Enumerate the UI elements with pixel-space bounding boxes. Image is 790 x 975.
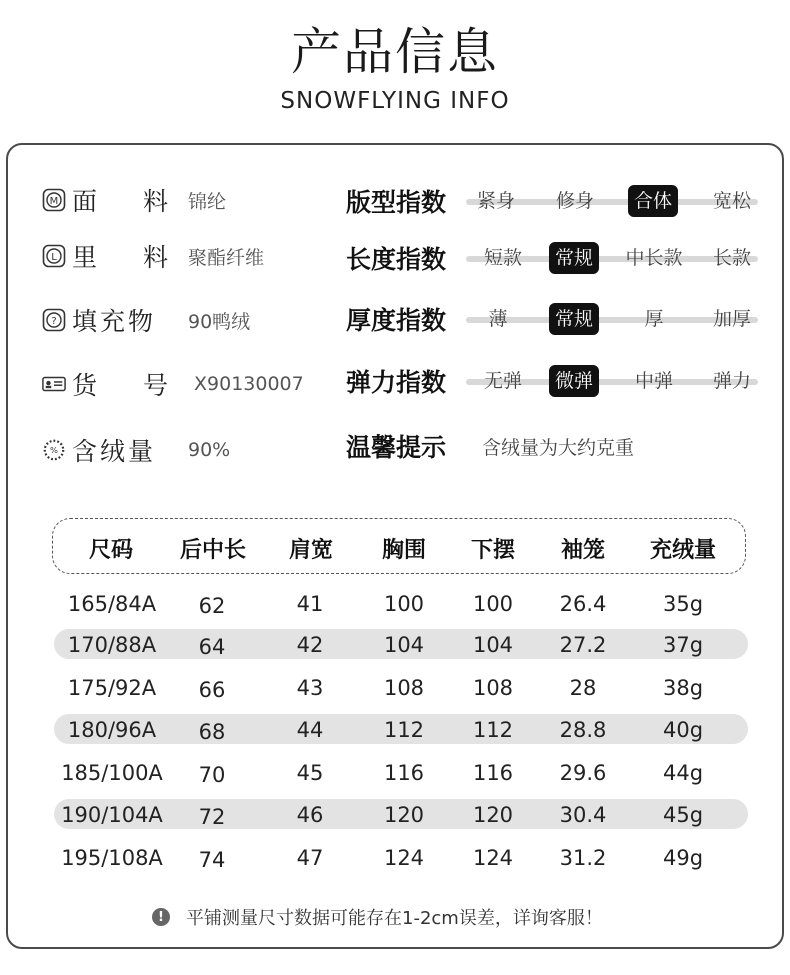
table-cell: 190/104A — [61, 803, 163, 827]
page-subtitle: SNOWFLYING INFO — [280, 88, 510, 114]
table-cell: 29.6 — [559, 761, 607, 785]
exclamation-circle-icon: ! — [152, 908, 170, 926]
index-option: 中长款 — [625, 247, 683, 269]
table-cell: 104 — [472, 633, 514, 657]
table-row — [54, 629, 748, 659]
id-card-icon — [42, 372, 66, 396]
table-cell: 28.8 — [559, 718, 607, 742]
column-header: 胸围 — [381, 538, 427, 563]
table-row — [54, 714, 748, 744]
table-cell: 120 — [472, 803, 514, 827]
column-header: 肩宽 — [288, 538, 334, 563]
table-cell: 124 — [472, 846, 514, 870]
info-value: 聚酯纤维 — [188, 246, 265, 269]
question-square-icon — [42, 308, 66, 332]
table-cell: 44g — [662, 761, 704, 785]
index-row-length — [346, 238, 758, 278]
table-cell: 108 — [383, 676, 425, 700]
index-scale — [466, 240, 758, 276]
table-cell: 180/96A — [67, 718, 157, 742]
table-cell: 170/88A — [67, 633, 157, 657]
svg-text:?: ? — [51, 316, 57, 327]
svg-text:L: L — [51, 252, 57, 263]
column-header: 充绒量 — [649, 538, 717, 563]
info-row-sku — [42, 364, 304, 404]
tip-text: 含绒量为大约克重 — [482, 436, 635, 459]
table-cell: 165/84A — [67, 592, 157, 616]
m-circle-icon — [42, 188, 66, 212]
l-circle-icon — [42, 244, 66, 268]
index-scale — [466, 363, 758, 399]
table-cell: 37g — [662, 633, 704, 657]
info-value: 锦纶 — [188, 190, 227, 213]
table-cell: 30.4 — [559, 803, 607, 827]
table-cell: 175/92A — [67, 676, 157, 700]
index-option: 弹力 — [712, 370, 752, 392]
index-option: 修身 — [555, 190, 595, 212]
index-option: 紧身 — [476, 190, 516, 212]
index-option: 无弹 — [483, 370, 523, 392]
index-option: 加厚 — [712, 308, 752, 330]
index-option: 短款 — [483, 247, 523, 269]
table-cell: 108 — [472, 676, 514, 700]
info-label: 含绒量 — [72, 437, 157, 466]
index-label: 长度指数 — [346, 245, 447, 274]
table-cell: 42 — [296, 633, 324, 657]
note-text: 平铺测量尺寸数据可能存在1-2cm误差，详询客服！ — [186, 908, 603, 929]
table-cell: 45 — [296, 761, 324, 785]
table-cell: 47 — [296, 846, 324, 870]
index-row-fit — [346, 181, 758, 221]
info-row-down-content — [42, 430, 230, 470]
table-cell: 49g — [662, 846, 704, 870]
table-cell: 116 — [472, 761, 514, 785]
svg-text:M: M — [49, 196, 59, 207]
table-cell: 66 — [198, 678, 226, 702]
info-value: 90% — [188, 439, 231, 461]
page-title: 产品信息 — [291, 23, 499, 81]
table-cell: 27.2 — [559, 633, 607, 657]
measurement-note — [152, 904, 603, 930]
info-row-fabric — [42, 180, 226, 220]
table-cell: 68 — [198, 720, 226, 744]
info-value: X90130007 — [194, 373, 304, 395]
index-scale — [466, 301, 758, 337]
index-option-selected: 常规 — [549, 242, 599, 274]
info-label: 填充物 — [72, 307, 157, 336]
index-row-thickness — [346, 299, 758, 339]
table-cell: 64 — [198, 635, 226, 659]
table-cell: 26.4 — [559, 592, 607, 616]
index-option: 薄 — [488, 308, 508, 330]
column-header: 后中长 — [179, 538, 247, 563]
table-cell: 44 — [296, 718, 324, 742]
info-row-filling — [42, 300, 250, 340]
table-cell: 46 — [296, 803, 324, 827]
index-row-stretch — [346, 361, 758, 401]
tip-label: 温馨提示 — [346, 433, 447, 462]
table-row — [54, 672, 748, 702]
index-option-selected: 常规 — [549, 303, 599, 335]
table-row — [54, 757, 748, 787]
table-cell: 120 — [383, 803, 425, 827]
table-cell: 31.2 — [559, 846, 607, 870]
index-label: 版型指数 — [346, 188, 447, 217]
table-cell: 72 — [198, 805, 226, 829]
index-scale — [466, 183, 758, 219]
table-cell: 104 — [383, 633, 425, 657]
table-cell: 100 — [472, 592, 514, 616]
table-cell: 112 — [383, 718, 425, 742]
table-cell: 43 — [296, 676, 324, 700]
index-option-selected: 合体 — [628, 185, 678, 217]
index-option: 厚 — [644, 308, 664, 330]
column-header: 袖笼 — [560, 538, 606, 563]
index-option: 长款 — [712, 247, 752, 269]
info-label: 里 料 — [72, 243, 168, 272]
index-label: 厚度指数 — [346, 306, 447, 335]
info-row-lining — [42, 236, 264, 276]
table-cell: 195/108A — [61, 846, 163, 870]
table-cell: 41 — [296, 592, 324, 616]
info-label: 面 料 — [72, 187, 168, 216]
info-label: 货 号 — [72, 371, 168, 400]
table-cell: 185/100A — [61, 761, 163, 785]
size-table-header — [52, 518, 746, 574]
table-cell: 70 — [198, 763, 226, 787]
table-row — [54, 842, 748, 872]
table-cell: 74 — [198, 848, 226, 872]
table-cell: 116 — [383, 761, 425, 785]
index-option: 宽松 — [712, 190, 752, 212]
svg-text:%: % — [50, 445, 58, 456]
table-cell: 35g — [662, 592, 704, 616]
table-cell: 40g — [662, 718, 704, 742]
table-cell: 124 — [383, 846, 425, 870]
table-cell: 112 — [472, 718, 514, 742]
table-row — [54, 799, 748, 829]
table-cell: 62 — [198, 594, 226, 618]
tip-row — [346, 426, 634, 466]
table-cell: 28 — [569, 676, 597, 700]
percent-ring-icon — [42, 438, 66, 462]
table-cell: 38g — [662, 676, 704, 700]
index-option-selected: 微弹 — [549, 365, 599, 397]
info-value: 90鸭绒 — [188, 310, 251, 333]
column-header: 下摆 — [470, 538, 516, 563]
table-row — [54, 588, 748, 618]
table-cell: 100 — [383, 592, 425, 616]
index-option: 中弹 — [634, 370, 674, 392]
table-cell: 45g — [662, 803, 704, 827]
column-header: 尺码 — [88, 538, 134, 563]
index-label: 弹力指数 — [346, 368, 447, 397]
